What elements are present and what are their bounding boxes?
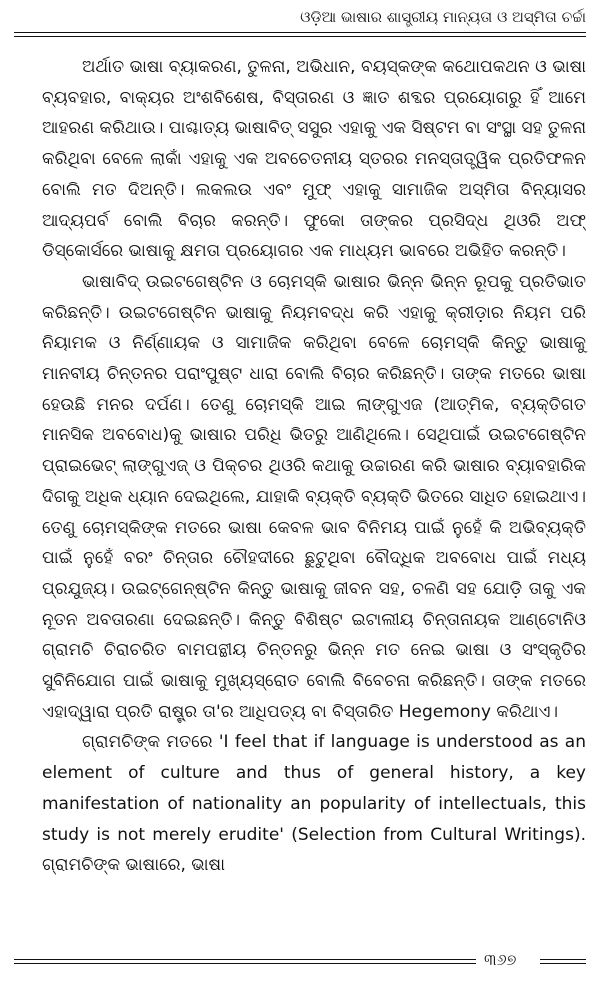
body-text: [42, 52, 586, 881]
running-title: ଓଡ଼ିଆ ଭାଷାର ଶାସ୍ତ୍ରୀୟ ମାନ୍ୟତା ଓ ଅସ୍ମିତା ଚର୍ଚ୍ଚା: [300, 8, 586, 26]
page-number: ୩୬୭: [484, 950, 517, 969]
footer-rule-left: [14, 959, 476, 964]
page-footer: [14, 950, 586, 972]
paragraph: ଅର୍ଥାତ ଭାଷା ବ୍ୟାକରଣ, ତୁଳନା, ଅଭିଧାନ, ବୟସ୍କଙ୍କ କଥୋପକଥନ ଓ ଭାଷା ବ୍ୟବହାର, ବାକ୍ୟର ଅଂଶବିଶେଷ, ବିସ୍ତାରଣ ଓ ଜ୍ଞାତ ଶବ୍ଦର ପ୍ରୟୋଗରୁ ହିଁ ଆମେ ଆହରଣ କରିଥାଉ। ପାଶ୍ଚାତ୍ୟ ଭାଷାବିତ୍ ସସୁର ଏହାକୁ ଏକ ସିଷ୍ଟମ ବା ସଂସ୍ଥା ସହ ତୁଳନା କରିଥିବା ବେଳେ ଲାକାଁ ଏହାକୁ ଏକ ଅବଚେତନୀୟ ସ୍ତରର ମନସ୍ତାତ୍ତ୍ୱିକ ପ୍ରତିଫଳନ ବୋଲି ମତ ଦିଅନ୍ତି। ଲକଲଉ ଏବଂ ମୁଫ୍ ଏହାକୁ ସାମାଜିକ ଅସ୍ମିତା ବିନ୍ୟାସର ଆଦ୍ୟପର୍ବ ବୋଲି ବିଚାର କରନ୍ତି। ଫୁକୋ ତାଙ୍କର ପ୍ରସିଦ୍ଧ ଥିଓରି ଅଫ୍ ଡିସ୍କୋର୍ସରେ ଭାଷାକୁ କ୍ଷମତା ପ୍ରୟୋଗର ଏକ ମାଧ୍ୟମ ଭାବରେ ଅଭିହିତ କରନ୍ତି।: [42, 57, 586, 262]
paragraph: ଗ୍ରାମଚିଙ୍କ ମତରେ 'I feel that if language is understood as an element of culture and thus of general history, a key manifestation of nationality an popularity of intellectuals, this study is not merely erudite' (Selection from Cultural Writings). ଗ୍ରାମଚିଙ୍କ ଭାଷାରେ, ଭାଷା: [42, 732, 586, 876]
header-double-rule: [14, 32, 586, 37]
paragraph: ଭାଷାବିଦ୍ ଉଇଟଗେଷ୍ଟିନ ଓ ଚୋମସ୍କି ଭାଷାର ଭିନ୍ନ ଭିନ୍ନ ରୂପକୁ ପ୍ରତିଭାତ କରିଛନ୍ତି। ଉଇଟଗେଷ୍ଟିନ ଭାଷାକୁ ନିୟମବଦ୍ଧ କରି ଏହାକୁ କ୍ରୀଡ଼ାର ନିୟମ ପରି ନିୟାମକ ଓ ନିର୍ଣ୍ଣାୟକ ଓ ସାମାଜିକ କରିଥିବା ବେଳେ ଚୋମସ୍କି କିନ୍ତୁ ଭାଷାକୁ ମାନବୀୟ ଚିନ୍ତନର ପରାଂପୁଷ୍ଟ ଧାରା ବୋଲି ବିଚାର କରିଛନ୍ତି। ତାଙ୍କ ମତରେ ଭାଷା ହେଉଛି ମନର ଦର୍ପଣ। ତେଣୁ ଚୋମସ୍କି ଆଇ ଲାଙ୍ଗୁଏଜ (ଆତ୍ମିକ, ବ୍ୟକ୍ତିଗତ ମାନସିକ ଅବବୋଧ)କୁ ଭାଷାର ପରିଧି ଭିତରୁ ଆଣିଥିଲେ। ସେଥିପାଇଁ ଉଇଟଗେଷ୍ଟିନ ପ୍ରାଇଭେଟ୍ ଲାଙ୍ଗୁଏଜ୍ ଓ ପିକ୍ଚର ଥିଓରି କଥାକୁ ଉଚ୍ଚାରଣ କରି ଭାଷାର ବ୍ୟାବହାରିକ ଦିଗକୁ ଅଧିକ ଧ୍ୟାନ ଦେଇଥିଲେ, ଯାହାକି ବ୍ୟକ୍ତି ବ୍ୟକ୍ତି ଭିତରେ ସାଧିତ ହୋଇଥାଏ। ତେଣୁ ଚୋମସ୍କିଙ୍କ ମତରେ ଭାଷା କେବଳ ଭାବ ବିନିମୟ ପାଇଁ ନୁହେଁ କି ଅଭିବ୍ୟକ୍ତି ପାଇଁ ନୁହେଁ ବରଂ ଚିନ୍ତାର ଚୌହଦୀରେ ଛୁଟୁଥିବା ବୌଦ୍ଧିକ ଅବବୋଧ ପାଇଁ ମଧ୍ୟ ପ୍ରଯୁଜ୍ୟ। ଉଇଟ୍‌ଗେନ୍‌ଷ୍ଟିନ କିନ୍ତୁ ଭାଷାକୁ ଜୀବନ ସହ, ଚଳଣି ସହ ଯୋଡ଼ି ତାକୁ ଏକ ନୂତନ ଅବତାରଣା ଦେଇଛନ୍ତି। କିନ୍ତୁ ବିଶିଷ୍ଟ ଇଟାଲୀୟ ଚିନ୍ତାନାୟକ ଆଣ୍ଟୋନିଓ ଗ୍ରାମଚି ଚିରାଚରିତ ବାମପନ୍ଥୀୟ ଚିନ୍ତନରୁ ଭିନ୍ନ ମତ ନେଇ ଭାଷା ଓ ସଂସ୍କୃତିର ସୁବିନିଯୋଗ ପାଇଁ ଭାଷାକୁ ମୁଖ୍ୟସ୍ରୋତ ବୋଲି ବିବେଚନା କରିଛନ୍ତି। ତାଙ୍କ ମତରେ ଏହାଦ୍ୱାରା ପ୍ରତି ରାଷ୍ଟ୍ର ତା'ର ଆଧିପତ୍ୟ ବା ବିସ୍ତାରିତ Hegemony କରିଥାଏ।: [42, 271, 586, 722]
footer-rule-right: [540, 959, 586, 964]
